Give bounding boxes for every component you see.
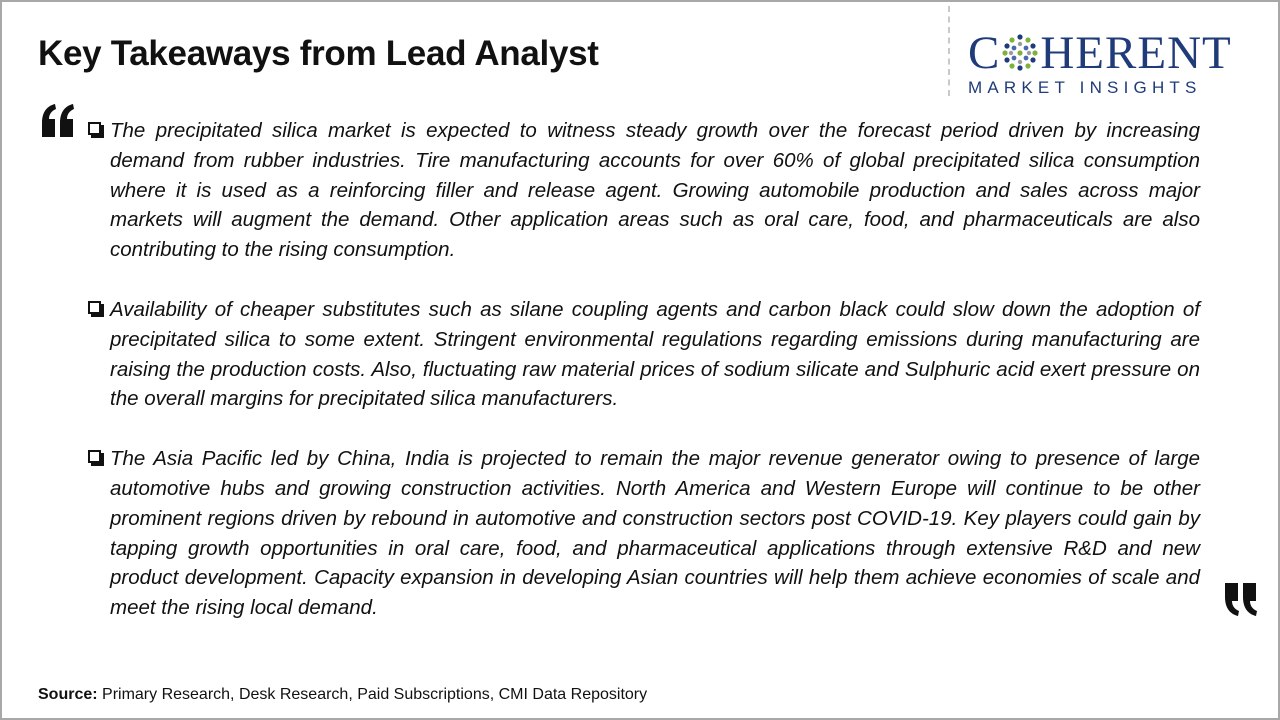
checkbox-bullet-icon (88, 450, 101, 463)
logo-dots-icon (1001, 33, 1039, 71)
quote-open-icon (40, 103, 76, 137)
list-item (86, 295, 1200, 414)
logo-divider (948, 6, 950, 96)
takeaway-text: The Asia Pacific led by China, India is projected to remain the major revenue generator owing to presence of large automotive hubs and growing construction activities. North America and Western Europe will continue to be other prominent regions driven by rebound in automotive and construction sectors post COVID-19. Key players could gain by tapping growth opportunities in oral care, food, and pharmaceutical applications through extensive R&D and new product development. Capacity expansion in developing Asian countries will help them achieve economies of scale and meet the rising local demand. (110, 447, 1200, 620)
logo-subtitle: MARKET INSIGHTS (968, 78, 1202, 97)
checkbox-bullet-icon (88, 122, 101, 135)
company-logo (968, 28, 1264, 100)
takeaway-text: The precipitated silica market is expected to witness steady growth over the forecast period driven by increasing demand from rubber industries. Tire manufacturing accounts for over 60% of global precipitated silica consumption where it is used as a reinforcing filler and release agent. Growing automobile production and sales across major markets will augment the demand. Other application areas such as oral care, food, and pharmaceuticals are also contributing to the rising consumption. (110, 119, 1200, 262)
source-note (38, 686, 647, 704)
source-label: Source: (38, 686, 98, 703)
list-item (86, 444, 1200, 623)
takeaway-text: Availability of cheaper substitutes such as silane coupling agents and carbon black could slow down the adoption of precipitated silica to some extent. Stringent environmental regulations regarding emissions during manufacturing are raising the production costs. Also, fluctuating raw material prices of sodium silicate and Sulphuric acid exert pressure on the overall margins for precipitated silica manufacturers. (110, 297, 1200, 411)
slide-title: Key Takeaways from Lead Analyst (38, 34, 599, 73)
quote-close-icon (1223, 583, 1259, 617)
checkbox-bullet-icon (88, 301, 101, 314)
logo-wordmark (968, 28, 1264, 78)
takeaways-list (86, 116, 1200, 653)
logo-letter-c: C (968, 27, 1001, 79)
list-item (86, 116, 1200, 265)
source-text: Primary Research, Desk Research, Paid Subscriptions, CMI Data Repository (97, 686, 648, 703)
logo-letters-herent: HERENT (1040, 27, 1232, 79)
